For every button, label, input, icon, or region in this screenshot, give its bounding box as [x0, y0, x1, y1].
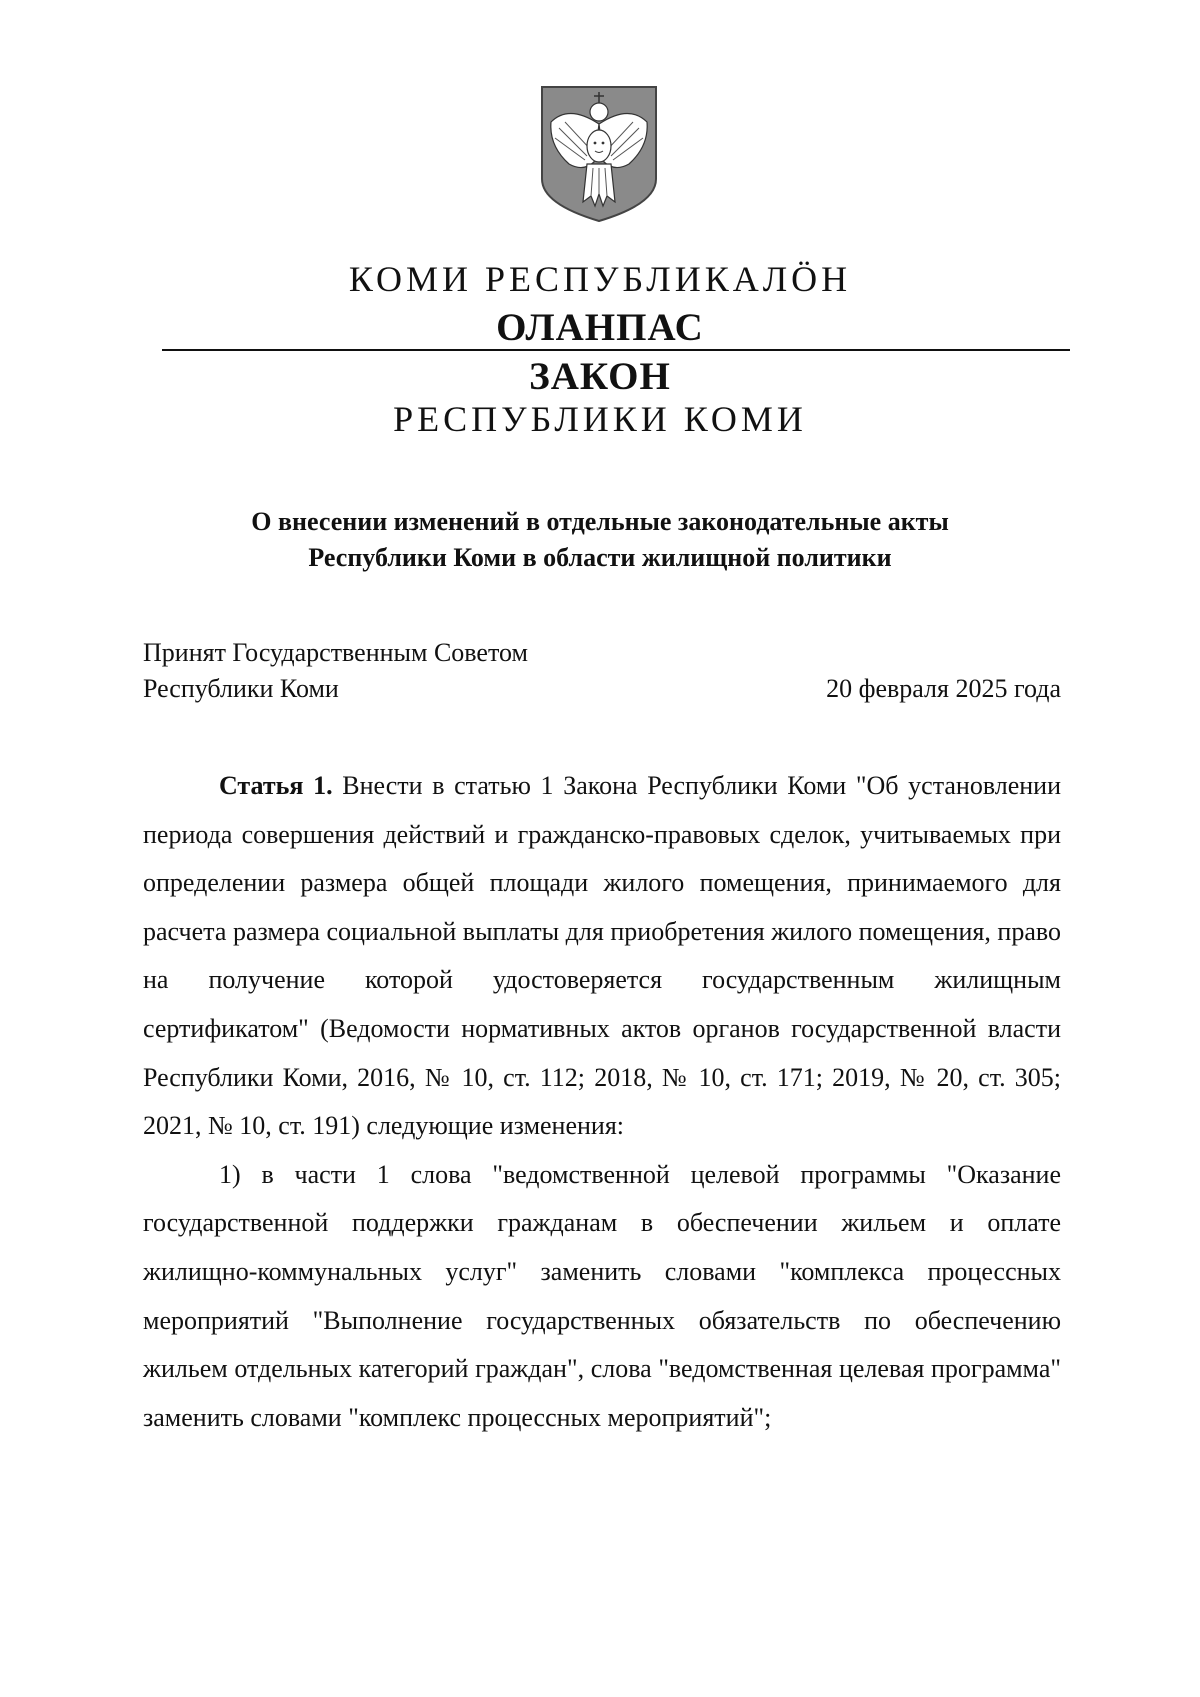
header-divider: [162, 349, 1070, 351]
komi-coat-of-arms-icon: [539, 84, 659, 224]
header-olanpas: ОЛАНПАС: [496, 306, 704, 349]
header-zakon: ЗАКОН: [529, 355, 671, 398]
adoption-date: 20 февраля 2025 года: [826, 674, 1061, 703]
adoption-line1: Принят Государственным Советом: [143, 638, 528, 667]
article-1-label: Статья 1.: [219, 771, 333, 800]
law-title: [0, 504, 1200, 576]
article-1-item-1: 1) в части 1 слова "ведомственной целевой программы "Оказание государственной поддержки гражданам в обеспечении жильем и оплате жилищно-коммунальных услуг" заменить словами "комплекса процессных мероприятий "Выполнение государственных обязательств по обеспечению жильем отдельных категорий граждан", слова "ведомственная целевая программа" заменить словами "комплекс процессных мероприятий";: [143, 1159, 1061, 1432]
adoption-block: [143, 635, 1061, 707]
header-komi-line: КОМИ РЕСПУБЛИКАЛӦН: [348, 259, 852, 299]
law-title-line1: О внесении изменений в отдельные законодательные акты: [251, 507, 949, 536]
article-1-text: Внести в статью 1 Закона Республики Коми "Об установлении периода совершения действий и гражданско-правовых сделок, учитываемых при определении размера общей площади жилого помещения, принимаемого для расчета размера социальной выплаты для приобретения жилого помещения, право на получение которой удостоверяется государственным жилищным сертификатом" (Ведомости нормативных актов органов государственной власти Республики Коми, 2016, № 10, ст. 112; 2018, № 10, ст. 171; 2019, № 20, ст. 305; 2021, № 10, ст. 191) следующие изменения:: [143, 771, 1062, 1141]
header-respubliki-komi: РЕСПУБЛИКИ КОМИ: [393, 399, 807, 439]
law-title-line2: Республики Коми в области жилищной политики: [308, 543, 892, 572]
adoption-line2: Республики Коми: [143, 674, 339, 703]
article-1: [143, 762, 1061, 1442]
article-1-paragraph: [143, 762, 1061, 1151]
